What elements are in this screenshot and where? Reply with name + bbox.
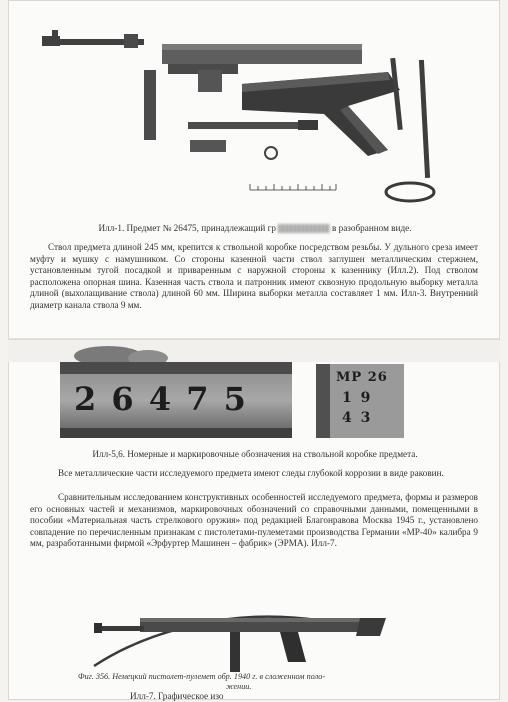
small-cylinder-part	[190, 140, 226, 152]
recoil-spring-tube	[188, 122, 298, 129]
photo-serial-number-left	[60, 362, 292, 438]
paragraph-comparison: Сравнительным исследованием конструктивных особенностей исследуемого предмета, формы и размеров его основных частей и механизмов, маркировочных обозначений со справочными данными, помещенными в пособии «Материальная часть стрелкового оружия» под редакцией Благонравова Москва 1945 г., установлено совпадение по перечисленным признакам с пистолетами-пулеметами производства Германии «МР-40» калибра 9 мм, разработанными фирмой «Эрфуртер Машинен – фабрик» (ЭРМА). Илл-7.	[30, 492, 478, 549]
reference-illustration-mp40	[80, 596, 400, 676]
figure-1-caption	[30, 222, 480, 234]
marking-stamp-line-1: МР 26	[336, 370, 388, 385]
serial-stamp-left: 2 6 4 7 5	[74, 380, 248, 418]
grip-frame-part	[242, 72, 400, 156]
sling-loop-part	[386, 183, 434, 201]
marking-stamp-line-2: 1 9	[342, 390, 373, 406]
folding-stock-rods	[390, 58, 430, 178]
book-figure-caption-line-2: жении.	[226, 682, 252, 691]
small-ring-part	[265, 147, 277, 159]
figure-7-caption: Илл-7. Графическое изо	[130, 691, 224, 701]
paragraph-barrel-description: Ствол предмета длиной 245 мм, крепится к ствольной коробке посредством резьбы. У дульного среза имеет муфту и мушку с намушником. Со стороны казенной части ствол заглушен металлическим стержнем, установленным тугой посадкой и приваренным с наружной стороны к казеннику (Илл.2). Под стволом расположена опорная шина. Казенная часть ствола и патронник имеют сквозную продольную выборку металла длиной (выхолащивание ствола) длиной 60 мм. Ширина выборки металла составляет 1 мм. Илл-3. Внутренний диаметр канала ствола 9 мм.	[30, 242, 478, 310]
marking-stamp-line-3: 4 3	[342, 410, 373, 426]
book-figure-caption-line-1: Фиг. 356. Немецкий пистолет-пулемет обр. 1940 г. в сложенном поло-	[78, 672, 326, 681]
caption-text-after: в разобранном виде.	[332, 223, 412, 233]
caption-text-before: Илл-1. Предмет № 26475, принадлежащий гр	[98, 223, 276, 233]
figure-5-6-caption: Илл-5,6. Номерные и маркировочные обозначения на ствольной коробке предмета.	[92, 449, 418, 459]
photo-serial-number-right	[316, 364, 404, 438]
photo-disassembled-parts	[28, 10, 478, 208]
bolt-part	[42, 30, 144, 48]
scale-ruler	[250, 184, 336, 190]
magazine-part	[144, 70, 156, 140]
redacted-name	[278, 224, 330, 233]
photo-strip-top-edge	[8, 340, 500, 362]
paragraph-corrosion: Все металлические части исследуемого предмета имеют следы глубокой коррозии в виде раковин.	[58, 468, 444, 478]
